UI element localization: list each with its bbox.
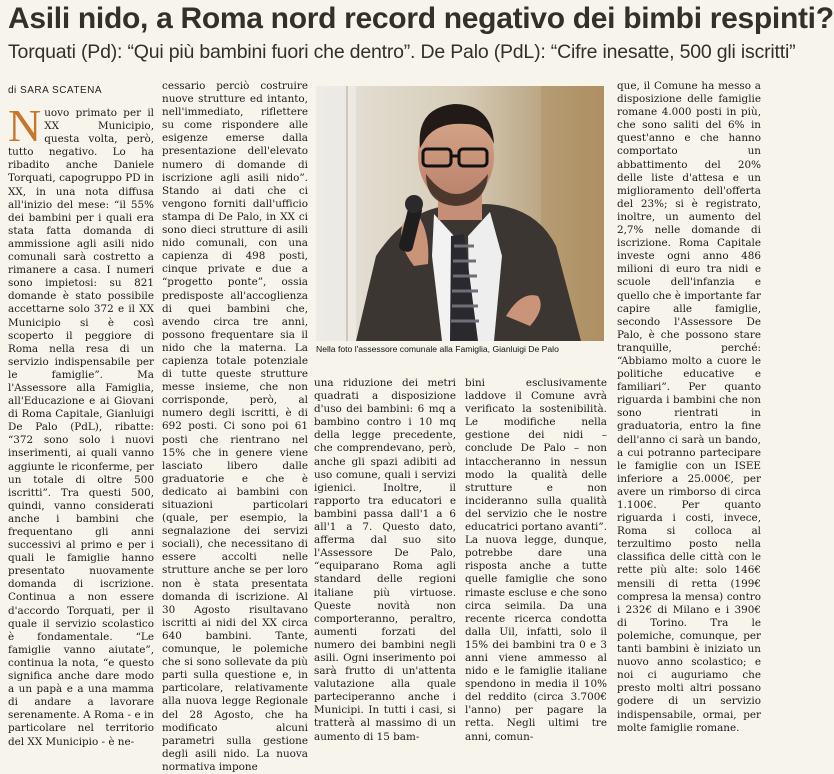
byline: di SARA SCATENA bbox=[8, 85, 103, 96]
photo bbox=[316, 86, 604, 341]
portrait-photo bbox=[316, 86, 604, 341]
column-text: que, il Comune ha messo a disposizione delle famiglie romane 4.000 posti in più, che sono saliti del 6% in quest'anno e che hanno comportato un abbattimento del 20% delle liste d'attesa e un miglioramento dell'offerta del 23%; si è registrato, inoltre, un aumento del 2,7% nelle domande di iscrizione. Roma Capitale investe ogni anno 486 milioni di euro tra nidi e scuole dell'infanzia e quello che è importante far capire alle famiglie, secondo l'Assessore De Palo, è che possono stare tranquille, perché: “Abbiamo molto a cuore le politiche educative e familiari”. Per quanto riguarda i bambini che non sono rientrati in graduatoria, entro la fine dell'anno ci sarà un bando, a cui potranno partecipare le famiglie con un ISEE inferiore a 25.000€, per avere un rimborso di circa 1.100€. Per quanto riguarda i costi, invece, Roma si colloca al terzultimo posto nella classifica delle città con le rette più alte: solo 146€ mensili di retta (199€ compresa la mensa) contro i 232€ di Milano e i 390€ di Torino. Tra le polemiche, comunque, per tanti bambini è iniziato un nuovo anno scolastico; e noi ci auguriamo che presto molti altri possano godere di un servizio indispensabile, ormai, per molte famiglie romane. bbox=[617, 80, 761, 734]
column-text: cessario perciò costruire nuove strutture ed intanto, nell'immediato, riflettere su come rispondere alle esigenze emerse dalla presentazione dell'elevato numero di domande di iscrizione agli asili nido”. Stando ai dati che ci vengono forniti dall'ufficio stampa di De Palo, in XX ci sono dieci strutture di asili nido comunali, con una capienza di 498 posti, cinque private e due a “progetto ponte”, ossia predisposte all'accoglienza di quei bambini che, avendo circa tre anni, possono frequentare sia il nido che la materna. La capienza totale potenziale di tutte queste strutture messe insieme, che non corrisponde, però, al numero degli iscritti, è di 692 posti. Ci sono poi 61 posti che rientrano nel 15% che in genere viene lasciato libero dalle graduatorie e che è dedicato ai bambini con situazioni particolari (quale, per esempio, la segnalazione dei servizi sociali), che necessitano di essere accolti nelle strutture anche se per loro non è stata presentata domanda di iscrizione. Al 30 Agosto risultavano iscritti ai nidi del XX circa 640 bambini. Tante, comunque, le polemiche che si sono sollevate da più parti sulla questione e, in particolare, relativamente alla nuova legge Regionale del 28 Agosto, che ha modificato alcuni parametri sulla gestione degli asili nido. La nuova normativa impone bbox=[162, 80, 308, 773]
photo-caption: Nella foto l'assessore comunale alla Famiglia, Gianluigi De Palo bbox=[316, 344, 559, 354]
column-text: una riduzione dei metri quadrati a disposizione d'uso dei bambini: 6 mq a bambino contro i 10 mq della legge precedente, che comprendevano, però, anche gli spazi adibiti ad uso comune, quali i servizi igienici. Inoltre, il rapporto tra educatori e bambini passa dall'1 a 6 all'1 a 7. Questo dato, afferma dal suo sito l'Assessore De Palo, “equiparano Roma agli standard delle regioni italiane più virtuose. Queste novità non comporteranno, peraltro, aumenti forzati del numero dei bambini negli asili. Ogni inserimento poi sarà frutto di un'attenta valutazione alla quale parteciperanno anche i Municipi. In tutti i casi, si tratterà al massimo di un aumento di 15 bam- bbox=[314, 377, 456, 743]
subheadline: Torquati (Pd): “Qui più bambini fuori che dentro”. De Palo (PdL): “Cifre inesatte, 500 gli iscritti” bbox=[8, 41, 796, 63]
headline: Asili nido, a Roma nord record negativo dei bimbi respinti? bbox=[8, 2, 834, 35]
column-text: uovo primato per il XX Municipio, questa volta, però, tutto negativo. Lo ha ribadito anche Daniele Torquati, capogruppo PD in XX, in una nota diffusa all'inizio del mese: “il 55% dei bambini per i quali era stata fatta domanda di ammissione agli asili nido comunali sarà costretto a rimanere a casa. I numeri sono impietosi: su 821 domande è stato possibile accettarne solo 372 e il XX Municipio si è così scoperto il peggiore di Roma nella resa di un servizio indispensabile per le famiglie”. Ma l'Assessore alla Famiglia, all'Educazione e ai Giovani di Roma Capitale, Gianluigi De Palo (PdL), ribatte: “372 sono solo i nuovi inserimenti, ai quali vanno aggiunte le riconferme, per un totale di oltre 500 iscritti”. Tra questi 500, quindi, vanno considerati anche i bambini che frequentano gli anni successivi al primo e per i quali le famiglie hanno presentato nuovamente domanda di iscrizione. Continua a non essere d'accordo Torquati, per il quale il servizio scolastico è fondamentale. “Le famiglie vanno aiutate”, continua la nota, “e questo significa anche dare modo a un papà e a una mamma di andare a lavorare serenamente. A Roma - e in particolare nel territorio del XX Municipio - è ne- bbox=[8, 107, 154, 748]
article-column-2 bbox=[162, 80, 308, 773]
column-text: bini esclusivamente laddove il Comune avrà verificato la sostenibilità. Le modifiche nella gestione dei nidi – conclude De Palo – non intaccheranno in nessun modo la qualità delle strutture e non incideranno sulla qualità del servizio che le nostre educatrici portano avanti”. La nuova legge, dunque, potrebbe dare una risposta anche a tutte quelle famiglie che sono rimaste escluse e che sono circa seimila. Da una recente ricerca condotta dalla Uil, infatti, solo il 15% dei bambini tra 0 e 3 anni viene ammesso al nido e le famiglie italiane spendono in media il 10% del reddito (circa 3.700€ l'anno) per pagare la retta. Negli ultimi tre anni, comun- bbox=[465, 377, 607, 743]
article-column-1 bbox=[8, 100, 154, 748]
article-column-4 bbox=[465, 377, 607, 743]
article-column-3 bbox=[314, 377, 456, 743]
drop-cap: N bbox=[8, 100, 42, 151]
article-column-5 bbox=[617, 80, 761, 734]
